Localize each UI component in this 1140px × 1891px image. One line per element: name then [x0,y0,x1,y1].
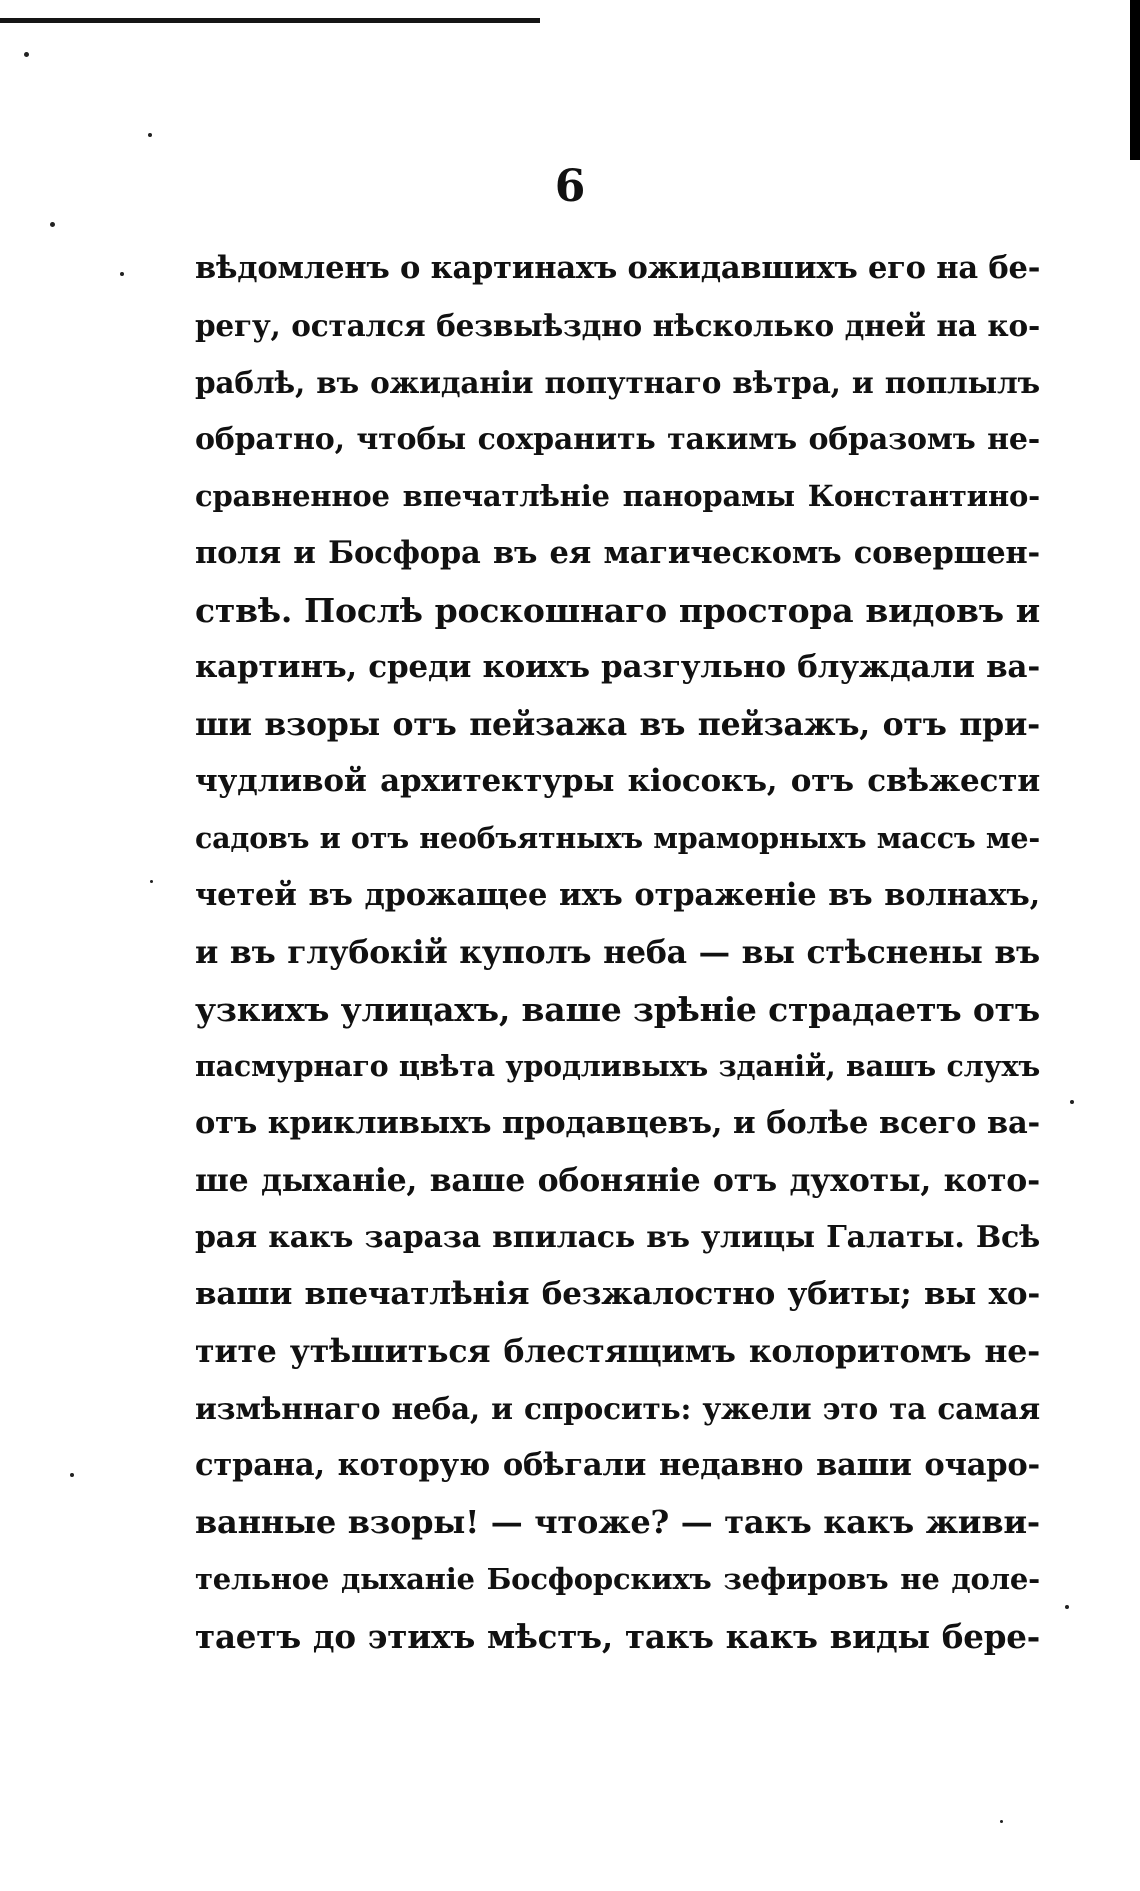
scan-speck [150,880,153,883]
scan-speck [70,1473,74,1477]
text-line: обратно, чтобы сохранить такимъ образомъ не- [195,422,1040,457]
text-line: страна, которую обѣгали недавно ваши очаро- [195,1447,1040,1483]
text-line: тите утѣшиться блестящимъ колоритомъ не- [195,1333,1040,1370]
text-line: измѣннаго неба, и спросить: ужели это та самая [195,1391,1040,1426]
text-line: рая какъ зараза впилась въ улицы Галаты. Всѣ [195,1220,1040,1255]
text-line: регу, остался безвыѣздно нѣсколько дней на ко- [195,308,1040,343]
text-line: четей въ дрожащее ихъ отраженіе въ волнахъ, [195,877,1040,913]
text-line: тельное дыханіе Босфорскихъ зефировъ не доле- [195,1562,1040,1596]
text-line: ствѣ. Послѣ роскошнаго простора видовъ и [195,591,1040,630]
scan-speck [1000,1820,1003,1823]
scan-speck [1070,1100,1074,1104]
text-line: отъ крикливыхъ продавцевъ, и болѣе всего ва- [195,1105,1040,1141]
text-line: таетъ до этихъ мѣстъ, такъ какъ виды бере- [195,1617,1040,1656]
text-line: раблѣ, въ ожиданіи попутнаго вѣтра, и поплылъ [195,365,1040,400]
text-line: картинъ, среди коихъ разгульно блуждали ва- [195,649,1040,685]
text-line: вѣдомленъ о картинахъ ожидавшихъ его на бе- [195,250,1041,286]
text-line: и въ глубокій куполъ неба — вы стѣснены въ [195,934,1040,971]
text-line: ванные взоры! — чтоже? — такъ какъ живи- [195,1503,1040,1541]
text-line: пасмурнаго цвѣта уродливыхъ зданій, вашъ слухъ [195,1049,1040,1083]
text-line: садовъ и отъ необъятныхъ мраморныхъ массъ ме- [195,821,1040,855]
scan-speck [120,272,124,276]
text-line: узкихъ улицахъ, ваше зрѣніе страдаетъ отъ [195,990,1040,1029]
text-line: ше дыханіе, ваше обоняніе отъ духоты, кото- [195,1162,1040,1199]
scan-speck [1065,1605,1069,1609]
text-line: ваши впечатлѣнія безжалостно убиты; вы хо- [195,1276,1040,1312]
page-number: 6 [554,161,586,212]
scan-speck [24,52,29,57]
text-line: ши взоры отъ пейзажа въ пейзажъ, отъ при- [195,706,1040,743]
body-text [195,240,1040,1665]
scan-speck [148,133,152,137]
scan-speck [50,222,55,227]
text-line: чудливой архитектуры кіосокъ, отъ свѣжести [195,763,1040,799]
right-margin-rule [1130,0,1140,160]
text-line: поля и Босфора въ ея магическомъ совершен- [195,535,1040,571]
text-line: сравненное впечатлѣніе панорамы Константино- [195,479,1040,513]
top-rule [0,18,540,23]
